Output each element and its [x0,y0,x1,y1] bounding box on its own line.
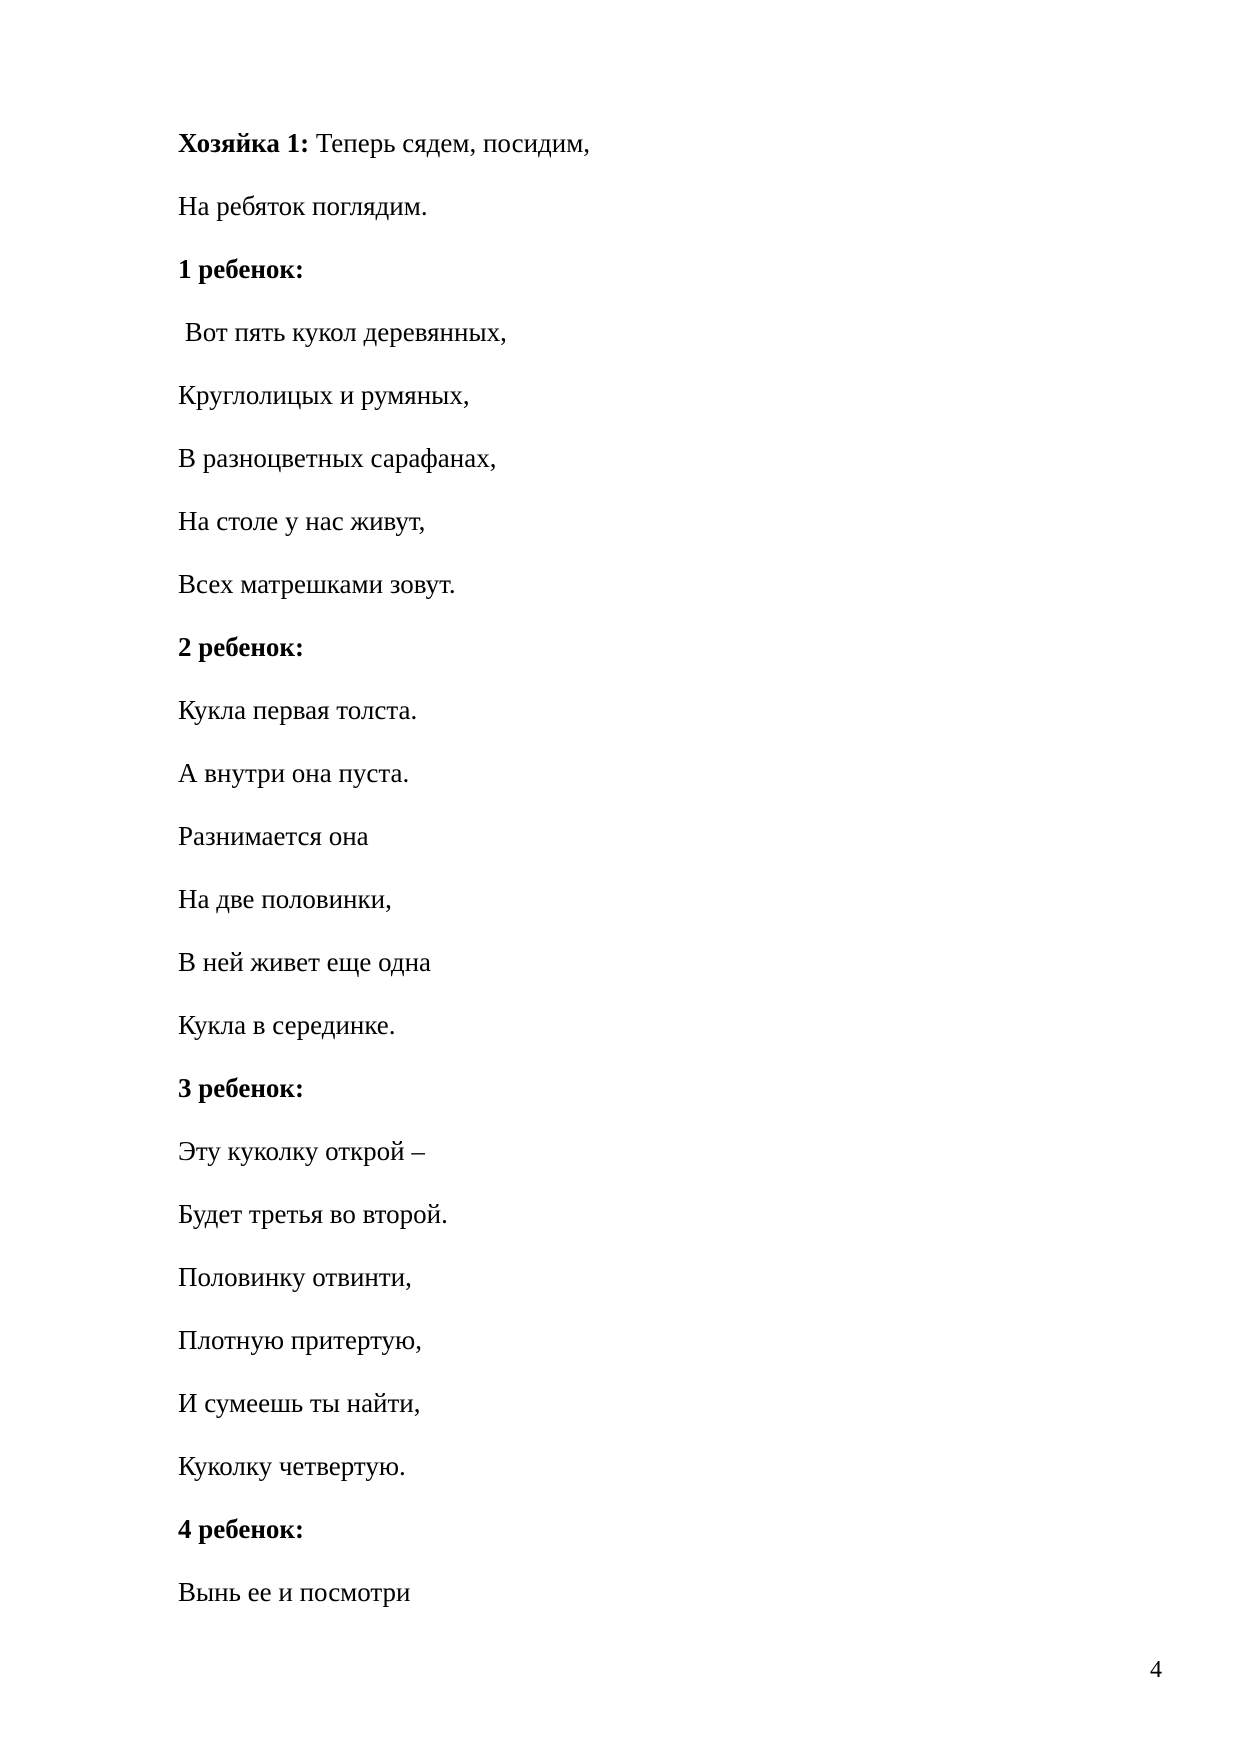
line-text: Теперь сядем, посидим, [309,128,591,158]
text-line [178,679,1138,742]
text-line [178,238,1138,301]
text-line [178,868,1138,931]
text-line [178,553,1138,616]
script-text [178,112,1138,1624]
line-text: Плотную притертую, [178,1325,422,1355]
text-line [178,805,1138,868]
text-line [178,364,1138,427]
text-line [178,175,1138,238]
line-text: Куколку четвертую. [178,1451,406,1481]
line-text: На ребяток поглядим. [178,191,428,221]
line-text: В ней живет еще одна [178,947,432,977]
text-line [178,301,1138,364]
speaker-label: 2 ребенок: [178,632,304,662]
text-line [178,1435,1138,1498]
text-line [178,1183,1138,1246]
line-text: Разнимается она [178,821,369,851]
line-text: Эту куколку открой – [178,1136,425,1166]
line-text: И сумеешь ты найти, [178,1388,421,1418]
line-text: Вынь ее и посмотри [178,1577,411,1607]
text-line [178,1498,1138,1561]
text-line [178,931,1138,994]
page-number: 4 [1150,1657,1162,1683]
text-line [178,112,1138,175]
line-text: Будет третья во второй. [178,1199,448,1229]
line-text: Кукла первая толста. [178,695,418,725]
text-line [178,1372,1138,1435]
text-line [178,1309,1138,1372]
line-text: А внутри она пуста. [178,758,410,788]
line-text: Половинку отвинти, [178,1262,412,1292]
text-line [178,1057,1138,1120]
text-line [178,616,1138,679]
text-line [178,1120,1138,1183]
speaker-label: 1 ребенок: [178,254,304,284]
text-line [178,1246,1138,1309]
line-text: Вот пять кукол деревянных, [178,317,507,347]
line-text: Круглолицых и румяных, [178,380,470,410]
text-line [178,742,1138,805]
line-text: В разноцветных сарафанах, [178,443,497,473]
line-text: На столе у нас живут, [178,506,426,536]
speaker-label: 3 ребенок: [178,1073,304,1103]
line-text: Кукла в серединке. [178,1010,396,1040]
text-line [178,1561,1138,1624]
speaker-label: Хозяйка 1: [178,128,310,158]
line-text: Всех матрешками зовут. [178,569,456,599]
text-line [178,490,1138,553]
line-text: На две половинки, [178,884,392,914]
speaker-label: 4 ребенок: [178,1514,304,1544]
text-line [178,994,1138,1057]
text-line [178,427,1138,490]
